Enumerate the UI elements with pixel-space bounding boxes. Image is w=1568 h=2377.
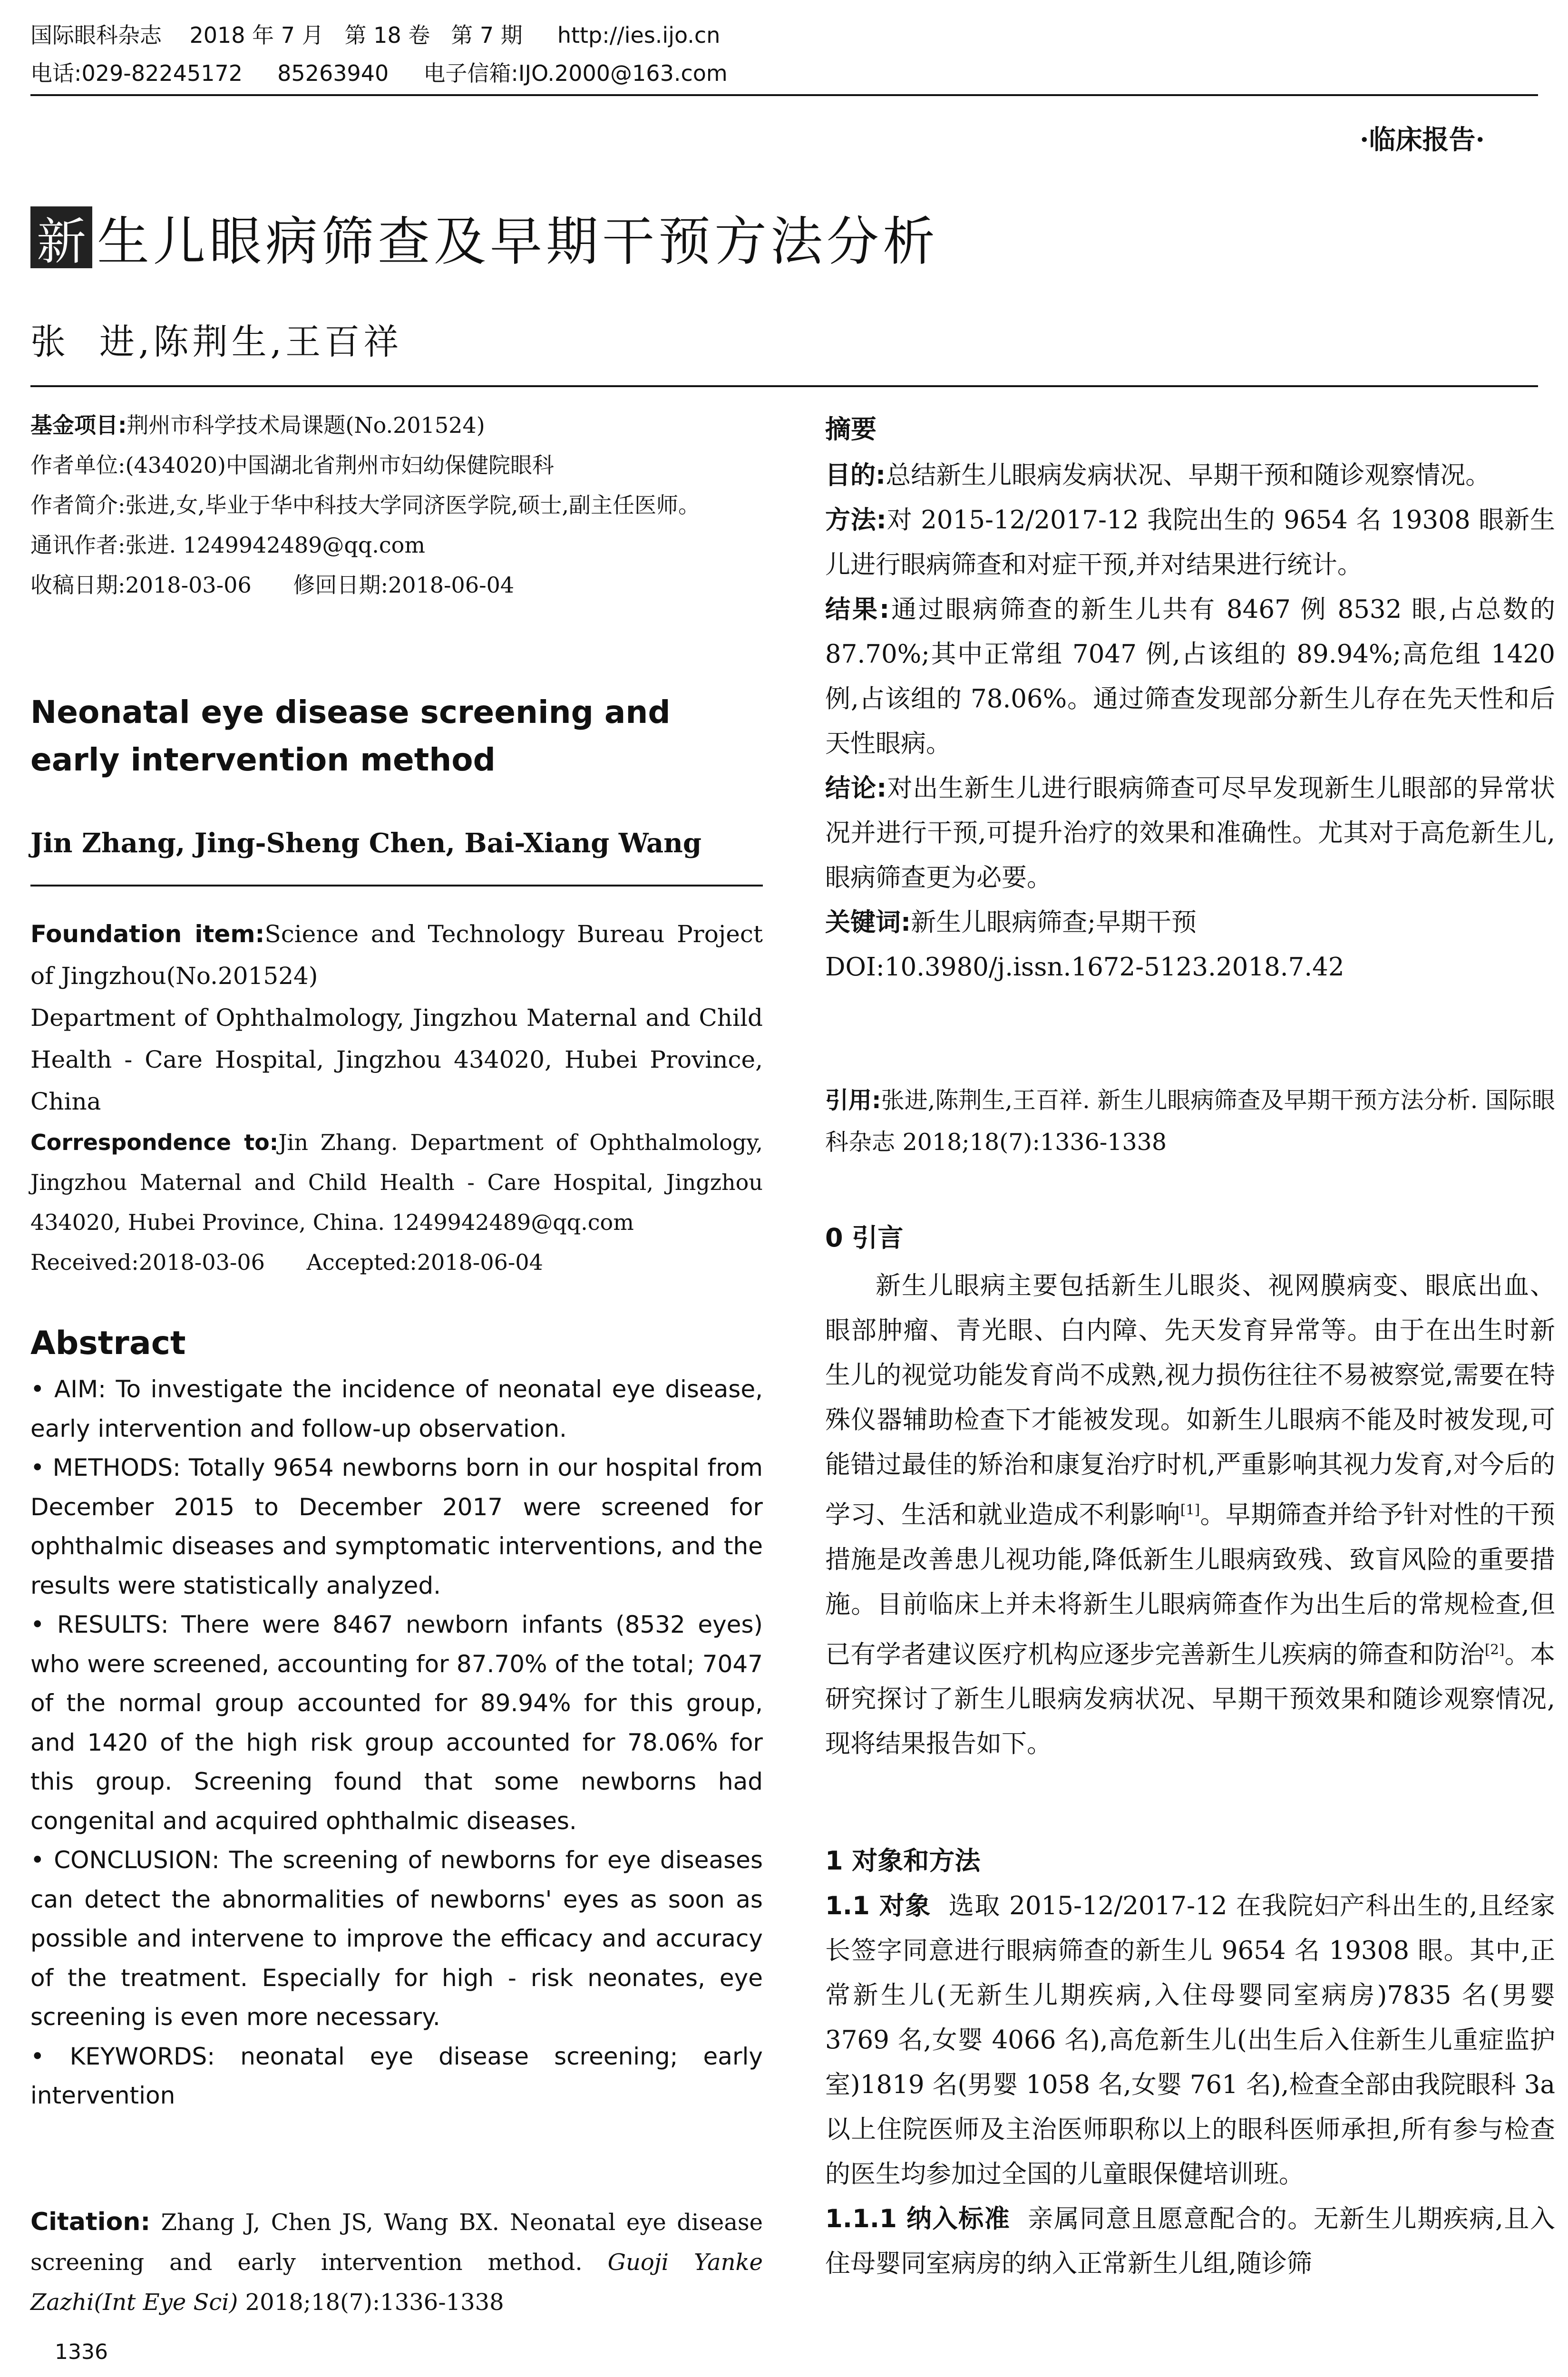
methods-heading: 1 对象和方法 bbox=[825, 1846, 981, 1876]
title-rule bbox=[30, 385, 1538, 387]
abstract-cn bbox=[825, 409, 1555, 990]
results-text-cn: 通过眼病筛查的新生儿共有 8467 例 8532 眼,占总数的 87.70%;其中正常组 7047 例,占该组的 89.94%;高危组 1420 例,占该组的 78.06%。通过筛查发现部分新生儿存在先天性和后天性眼病。 bbox=[825, 595, 1555, 758]
page-number: 1336 bbox=[55, 2340, 108, 2364]
abstract-cn-heading: 摘要 bbox=[825, 414, 877, 444]
citation-cn bbox=[825, 1080, 1555, 1163]
citation-text: Zhang J, Chen JS, Wang BX. Neonatal eye disease screening and early intervention method. bbox=[30, 2209, 763, 2276]
citation-en bbox=[30, 2202, 763, 2322]
subjects-label: 1.1 对象 bbox=[825, 1891, 931, 1920]
citation-journal: Guoji Yanke Zazhi(Int Eye Sci) bbox=[30, 2249, 763, 2316]
intro-paragraph bbox=[825, 1264, 1555, 1766]
conclusion-text-cn: 对出生新生儿进行眼病筛查可尽早发现新生儿眼部的异常状况并进行干预,可提升治疗的效果和准确性。尤其对于高危新生儿,眼病筛查更为必要。 bbox=[825, 774, 1555, 892]
header-rule bbox=[30, 94, 1538, 96]
conclusion-label-cn: 结论: bbox=[825, 774, 887, 803]
methods-text-cn: 对 2015-12/2017-12 我院出生的 9654 名 19308 眼新生儿进行眼病筛查和对症干预,并对结果进行统计。 bbox=[825, 506, 1555, 579]
fund-value: 荆州市科学技术局课题(No.201524) bbox=[127, 412, 485, 438]
citation-cn-text: 张进,陈荆生,王百祥. 新生儿眼病筛查及早期干预方法分析. 国际眼科杂志 2018;18(7):1336-1338 bbox=[825, 1087, 1555, 1156]
bio-line: 作者简介:张进,女,毕业于华中科技大学同济医学院,硕士,副主任医师。 bbox=[30, 492, 700, 518]
correspondence-label: Correspondence to: bbox=[30, 1130, 279, 1155]
unit-line: 作者单位:(434020)中国湖北省荆州市妇幼保健院眼科 bbox=[30, 452, 554, 478]
correspondence bbox=[30, 1122, 763, 1242]
department: Department of Ophthalmology, Jingzhou Maternal and Child Health - Care Hospital, Jingzhou 434020, Hubei Province, China bbox=[30, 1004, 763, 1115]
correspondence-value: Jin Zhang. Department of Ophthalmology, Jingzhou Maternal and Child Health - Care Hospital, Jingzhou 434020, Hubei Province, China. 1249942489@qq.com bbox=[30, 1130, 763, 1235]
abstract-aim: • AIM: To investigate the incidence of neonatal eye disease, early intervention and follow-up observation. bbox=[30, 1375, 763, 1442]
section-tag: ·临床报告· bbox=[1360, 124, 1485, 156]
abstract-cn-body bbox=[825, 453, 1555, 990]
abstract-en-body bbox=[30, 1370, 763, 2115]
dates-line: 收稿日期:2018-03-06 修回日期:2018-06-04 bbox=[30, 572, 515, 598]
title-drop-char: 新 bbox=[30, 206, 92, 268]
authors-cn: 张 进,陈荆生,王百祥 bbox=[30, 321, 403, 362]
corr-line: 通讯作者:张进. 1249942489@qq.com bbox=[30, 532, 425, 558]
abstract-results: • RESULTS: There were 8467 newborn infants (8532 eyes) who were screened, accounting for 87.70% of the total; 7047 of the normal group accounted for 89.94% for this group, and 1420 of the high risk group accounted for 78.06% for this group. Screening found that some newborns had congenital and acquired ophthalmic diseases. bbox=[30, 1611, 763, 1835]
subjects-text: 选取 2015-12/2017-12 在我院妇产科出生的,且经家长签字同意进行眼病筛查的新生儿 9654 名 19308 眼。其中,正常新生儿(无新生儿期疾病,入住母婴同室病房)7835 名(男婴 3769 名,女婴 4066 名),高危新生儿(出生后入住新生儿重症监护室)1819 名(男婴 1058 名,女婴 761 名),检查全部由我院眼科 3a 以上住院医师及主治医师职称以上的眼科医师承担,所有参与检查的医生均参加过全国的儿童眼保健培训班。 bbox=[825, 1891, 1563, 2189]
abstract-cn-results bbox=[825, 587, 1555, 766]
aim-text-cn: 总结新生儿眼病发病状况、早期干预和随诊观察情况。 bbox=[886, 461, 1491, 490]
english-authors: Jin Zhang, Jing-Sheng Chen, Bai-Xiang Wang bbox=[30, 828, 701, 859]
foundation-label: Foundation item: bbox=[30, 920, 265, 948]
citation-tail: 2018;18(7):1336-1338 bbox=[245, 2289, 504, 2316]
ref-1: [1] bbox=[1180, 1501, 1200, 1518]
intro-text-3: 。本研究探讨了新生儿眼病发病状况、早期干预效果和随诊观察情况,现将结果报告如下。 bbox=[825, 1640, 1556, 1759]
received-accepted: Received:2018-03-06 Accepted:2018-06-04 bbox=[30, 1249, 543, 1275]
citation-cn-label: 引用: bbox=[825, 1087, 881, 1114]
foundation-item bbox=[30, 913, 763, 997]
keywords-text-cn: 新生儿眼病筛查;早期干预 bbox=[911, 908, 1197, 937]
inclusion-paragraph bbox=[825, 2197, 1555, 2286]
methods-section bbox=[825, 1841, 1563, 2286]
inclusion-label: 1.1.1 纳入标准 bbox=[825, 2204, 1011, 2233]
article-title bbox=[30, 200, 939, 275]
journal-header-line1: 国际眼科杂志 2018 年 7 月 第 18 卷 第 7 期 http://ies.ijo.cn bbox=[30, 22, 721, 48]
abstract-cn-keywords bbox=[825, 900, 1555, 945]
doi: DOI:10.3980/j.issn.1672-5123.2018.7.42 bbox=[825, 953, 1344, 982]
english-title: Neonatal eye disease screening and early intervention method bbox=[30, 694, 671, 778]
en-meta-block bbox=[30, 913, 763, 1282]
citation-label: Citation: bbox=[30, 2208, 151, 2236]
intro-heading: 0 引言 bbox=[825, 1223, 904, 1253]
abstract-conclusion: • CONCLUSION: The screening of newborns for eye diseases can detect the abnormalities of newborns' eyes as soon as possible and intervene to improve the efficacy and accuracy of the treatment. Especially for high - risk neonates, eye screening is even more necessary. bbox=[30, 1846, 763, 2031]
title-text: 生儿眼病筛查及早期干预方法分析 bbox=[97, 211, 939, 272]
fund-label: 基金项目: bbox=[30, 412, 127, 438]
methods-label-cn: 方法: bbox=[825, 506, 886, 535]
foundation-value: Science and Technology Bureau Project of Jingzhou(No.201524) bbox=[30, 920, 763, 990]
meta-cn-block bbox=[30, 405, 763, 605]
abstract-keywords: • KEYWORDS: neonatal eye disease screening; early intervention bbox=[30, 2042, 763, 2109]
ref-2: [2] bbox=[1485, 1641, 1505, 1657]
intro-text-2: 。早期筛查并给予针对性的干预措施是改善患儿视功能,降低新生儿眼病致残、致盲风险的重要措施。目前临床上并未将新生儿眼病筛查作为出生后的常规检查,但已有学者建议医疗机构应逐步完善新生儿疾病的筛查和防治 bbox=[825, 1500, 1555, 1669]
subjects-paragraph bbox=[825, 1884, 1563, 2197]
aim-label-cn: 目的: bbox=[825, 461, 886, 490]
abstract-cn-aim bbox=[825, 453, 1555, 498]
en-authors-rule bbox=[30, 885, 763, 887]
methods-body bbox=[825, 1884, 1563, 2286]
keywords-label-cn: 关键词: bbox=[825, 908, 911, 937]
abstract-cn-conclusion bbox=[825, 766, 1555, 900]
intro-text-1: 新生儿眼病主要包括新生儿眼炎、视网膜病变、眼底出血、眼部肿瘤、青光眼、白内障、先天发育异常等。由于在出生时新生儿的视觉功能发育尚不成熟,视力损伤往往不易被察觉,需要在特殊仪器辅助检查下才能被发现。如新生儿眼病不能及时被发现,可能错过最佳的矫治和康复治疗时机,严重影响其视力发育,对今后的学习、生活和就业造成不利影响 bbox=[825, 1271, 1555, 1529]
fund-line bbox=[30, 405, 763, 445]
journal-header-line2: 电话:029-82245172 85263940 电子信箱:IJO.2000@163.com bbox=[30, 60, 728, 86]
results-label-cn: 结果: bbox=[825, 595, 890, 624]
intro-section bbox=[825, 1218, 1555, 1766]
inclusion-text: 亲属同意且愿意配合的。无新生儿期疾病,且入住母婴同室病房的纳入正常新生儿组,随诊筛 bbox=[825, 2204, 1555, 2278]
abstract-heading: Abstract bbox=[30, 1325, 186, 1362]
abstract-methods: • METHODS: Totally 9654 newborns born in our hospital from December 2015 to December 2017 were screened for ophthalmic diseases and symptomatic interventions, and the results were statistically analyzed. bbox=[30, 1454, 763, 1599]
abstract-cn-methods bbox=[825, 498, 1555, 587]
